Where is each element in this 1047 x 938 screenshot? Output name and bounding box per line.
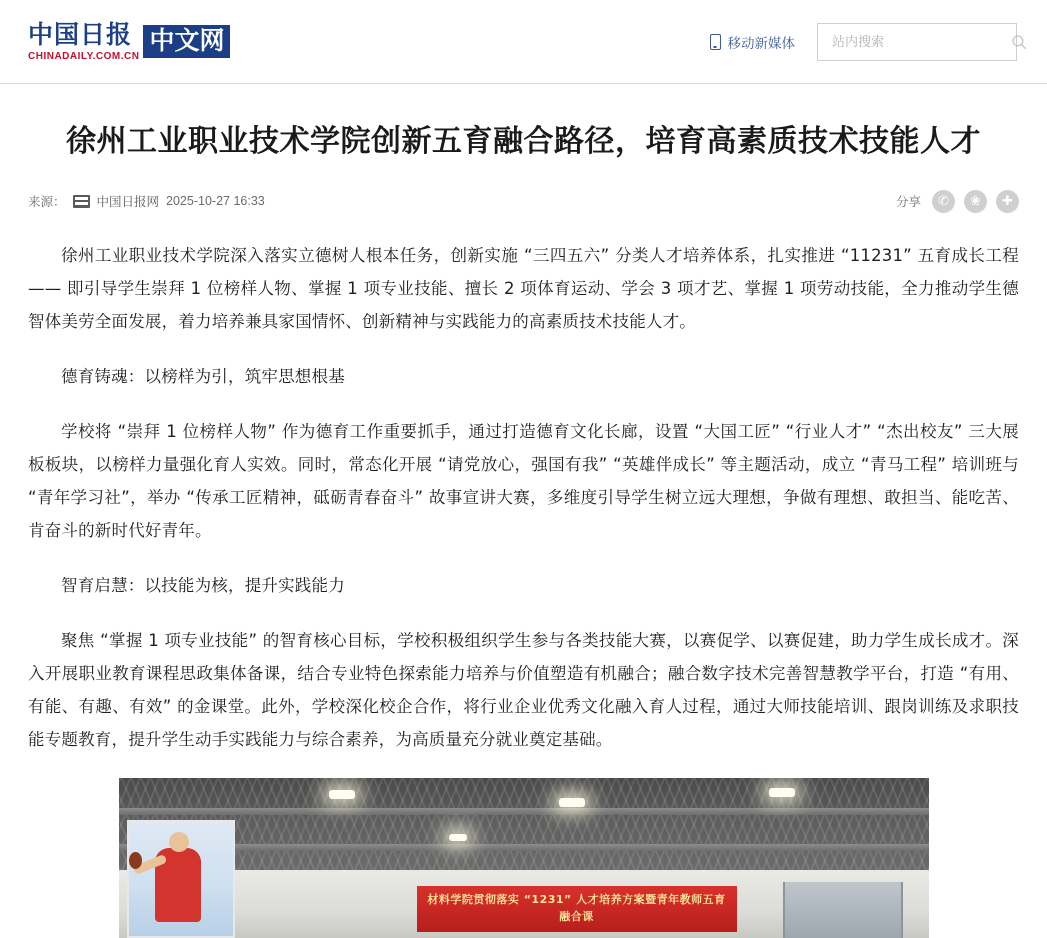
- ceiling-background: [119, 778, 929, 871]
- more-share-icon[interactable]: [996, 190, 1019, 213]
- wechat-glyph: ✆: [938, 193, 949, 209]
- article-meta: [28, 190, 1019, 221]
- article-paragraph: 智育启慧：以技能为核，提升实践能力: [61, 575, 345, 595]
- article-image: [119, 778, 929, 938]
- site-header: [0, 0, 1047, 84]
- article-paragraph: 徐州工业职业技术学院深入落实立德树人根本任务，创新实施 “三四五六” 分类人才培养体系，扎实推进 “11231” 五育成长工程 —— 即引导学生崇拜 1 位榜样人物、掌握 1 项专业技能、擅长 2 项体育运动、学会 3 项才艺、掌握 1 项劳动技能，全力推动学生德智体美劳全面发展，着力培养兼具家国情怀、创新精神与实践能力的高素质技术技能人才。: [28, 245, 1019, 331]
- poster-paddle: [129, 852, 142, 869]
- red-banner-text: 材料学院贯彻落实 “1231” 人才培养方案暨青年教师五育融合课: [427, 893, 726, 923]
- article-paragraph: 德育铸魂：以榜样为引，筑牢思想根基: [61, 366, 345, 386]
- weibo-share-icon[interactable]: [964, 190, 987, 213]
- article-paragraph: 聚焦 “掌握 1 项专业技能” 的智育核心目标，学校积极组织学生参与各类技能大赛，以赛促学、以赛促建，助力学生成长成才。深入开展职业教育课程思政集体备课，结合专业特色探索能力培养与价值塑造有机融合；融合数字技术完善智慧教学平台，打造 “有用、有能、有趣、有效” 的金课堂。此外，学校深化校企合作，将行业企业优秀文化融入育人过程，通过大师技能培训、跟岗训练及求职技能专题教育，提升学生动手实践能力与综合素养，为高质量充分就业奠定基础。: [28, 630, 1019, 749]
- search-input[interactable]: [830, 33, 1010, 50]
- source-name: 中国日报网: [96, 195, 160, 209]
- more-glyph: ✚: [1002, 193, 1013, 209]
- ceiling-beam: [119, 808, 929, 815]
- header-right-area: [710, 23, 1018, 61]
- newspaper-icon: [73, 195, 90, 208]
- share-group: [896, 190, 1019, 213]
- ceiling-lamp: [769, 788, 795, 797]
- ceiling-lamp: [449, 834, 467, 841]
- logo-badge-chinese-site: 中文网: [143, 25, 230, 58]
- ceiling-lamp: [559, 798, 585, 807]
- ceiling-lamp: [329, 790, 355, 799]
- logo-chinese-name: 中国日报: [28, 19, 133, 49]
- share-label: 分享: [895, 195, 921, 209]
- poster-figure-head: [169, 832, 189, 852]
- page-title: 徐州工业职业技术学院创新五育融合路径，培育高素质技术技能人才: [66, 124, 981, 159]
- article-container: [0, 122, 1047, 938]
- mobile-media-label: 移动新媒体: [727, 35, 795, 51]
- mobile-phone-icon: [710, 34, 721, 50]
- site-search-box[interactable]: [817, 23, 1017, 61]
- article-body: [28, 239, 1019, 756]
- publish-date: 2025-10-27 16:33: [166, 194, 265, 208]
- weibo-glyph: ❀: [970, 193, 981, 209]
- ceiling-beam: [119, 844, 929, 851]
- wechat-share-icon[interactable]: [932, 190, 955, 213]
- search-icon[interactable]: [1010, 33, 1028, 51]
- article-source-group: [28, 192, 265, 210]
- logo-text-block: [28, 19, 140, 62]
- article-paragraph: 学校将 “崇拜 1 位榜样人物” 作为德育工作重要抓手，通过打造德育文化长廊，设置 “大国工匠” “行业人才” “杰出校友” 三大展板板块，以榜样力量强化育人实效。同时，常态化开展 “请党放心，强国有我” “英雄伴成长” 等主题活动，成立 “青马工程” 培训班与 “青年学习社”，举办 “传承工匠精神，砥砺青春奋斗” 故事宣讲大赛，多维度引导学生树立远大理想，争做有理想、敢担当、能吃苦、肯奋斗的新时代好青年。: [28, 421, 1019, 540]
- logo-domain-text: CHINADAILY.COM.CN: [28, 50, 140, 62]
- room-door: [783, 882, 903, 938]
- site-logo[interactable]: [28, 19, 230, 62]
- mobile-media-link[interactable]: [710, 32, 796, 52]
- table-tennis-poster: [127, 820, 235, 938]
- source-label: 来源：: [28, 195, 66, 209]
